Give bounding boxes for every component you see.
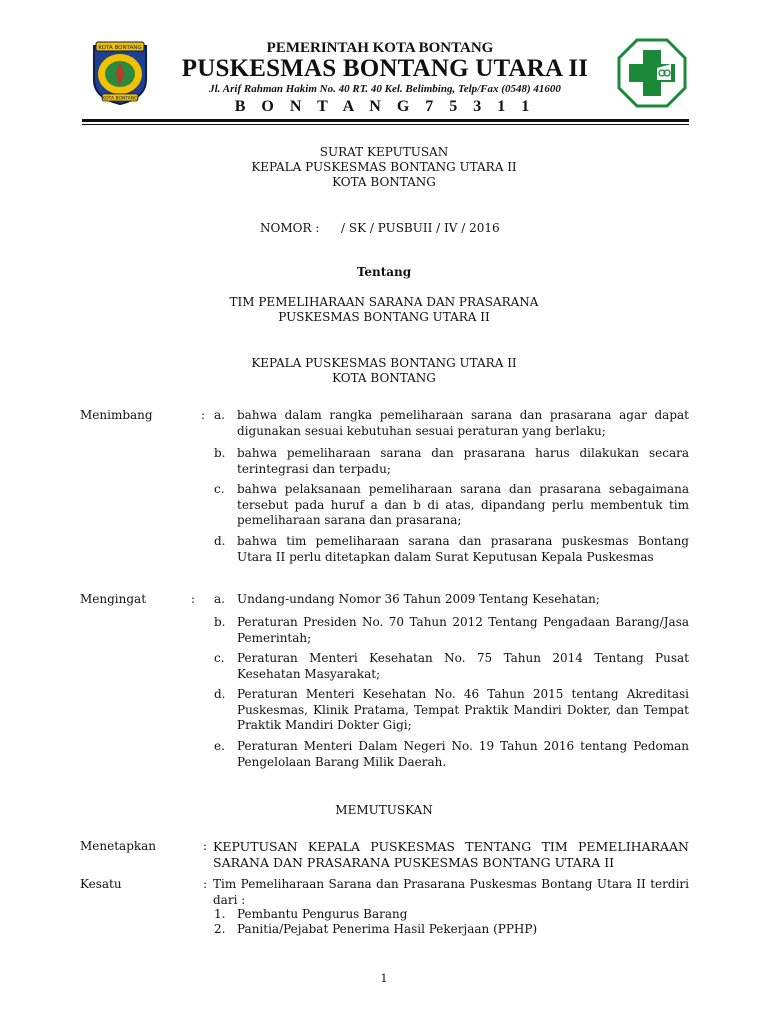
header-address: Jl. Arif Rahman Hakim No. 40 RT. 40 Kel. Belimbing, Telp/Fax (0548) 41600 — [209, 83, 561, 95]
nomor-label: NOMOR : — [260, 221, 320, 235]
title-line-3: KOTA BONTANG — [332, 175, 436, 189]
header-rule-thin — [82, 124, 689, 125]
authority-line-2: KOTA BONTANG — [332, 371, 436, 385]
authority-line-1: KEPALA PUSKESMAS BONTANG UTARA II — [251, 356, 517, 370]
kesatu-colon: : — [203, 877, 208, 891]
menetapkan-colon: : — [203, 839, 208, 853]
kesatu-item-2: Panitia/Pejabat Penerima Hasil Pekerjaan (PPHP) — [237, 922, 538, 936]
menimbang-marker-d: d. — [214, 534, 226, 548]
mengingat-colon: : — [191, 592, 196, 606]
tentang-heading: Tentang — [356, 265, 412, 279]
mengingat-marker-e: e. — [214, 739, 225, 753]
menimbang-marker-c: c. — [214, 482, 225, 496]
puskesmas-cross-logo — [617, 38, 687, 108]
memutuskan-heading: MEMUTUSKAN — [335, 803, 433, 817]
kesatu-marker-2: 2. — [214, 922, 226, 936]
menimbang-marker-b: b. — [214, 446, 226, 460]
nomor-value: / SK / PUSBUII / IV / 2016 — [341, 221, 500, 235]
mengingat-item-e: Peraturan Menteri Dalam Negeri No. 19 Tahun 2016 tentang Pedoman Pengelolaan Barang Milik Daerah. — [237, 739, 689, 769]
mengingat-item-a: Undang-undang Nomor 36 Tahun 2009 Tentang Kesehatan; — [237, 592, 600, 606]
mengingat-item-d: Peraturan Menteri Kesehatan No. 46 Tahun 2015 tentang Akreditasi Puskesmas, Klinik Pratama, Tempat Praktik Mandiri Dokter, dan Tempat Praktik Mandiri Dokter Gigi; — [237, 687, 689, 732]
title-line-1: SURAT KEPUTUSAN — [319, 145, 449, 159]
menetapkan-text: KEPUTUSAN KEPALA PUSKESMAS TENTANG TIM PEMELIHARAAN SARANA DAN PRASARANA PUSKESMAS BONTANG UTARA II — [213, 839, 689, 870]
mengingat-item-b: Peraturan Presiden No. 70 Tahun 2012 Tentang Pengadaan Barang/Jasa Pemerintah; — [237, 615, 689, 645]
kesatu-text: Tim Pemeliharaan Sarana dan Prasarana Puskesmas Bontang Utara II terdiri dari : — [213, 877, 689, 907]
subject-line-1: TIM PEMELIHARAAN SARANA DAN PRASARANA — [229, 295, 539, 309]
kesatu-label: Kesatu — [80, 877, 122, 891]
header-institution: PUSKESMAS BONTANG UTARA II — [181, 55, 589, 82]
menimbang-item-a: bahwa dalam rangka pemeliharaan sarana dan prasarana agar dapat digunakan sesuai kebutuhan sesuai peraturan yang berlaku; — [237, 408, 689, 438]
mengingat-label: Mengingat — [80, 592, 147, 606]
kesatu-item-1: Pembantu Pengurus Barang — [237, 907, 408, 921]
logo-top-text: KOTA BONTANG — [98, 45, 142, 51]
menimbang-colon: : — [201, 408, 206, 422]
menimbang-item-d: bahwa tim pemeliharaan sarana dan prasarana puskesmas Bontang Utara II perlu ditetapkan dalam Surat Keputusan Kepala Puskesmas — [237, 534, 689, 564]
header-government: PEMERINTAH KOTA BONTANG — [266, 40, 494, 56]
mengingat-item-c: Peraturan Menteri Kesehatan No. 75 Tahun 2014 Tentang Pusat Kesehatan Masyarakat; — [237, 651, 689, 681]
kesatu-marker-1: 1. — [214, 907, 226, 921]
mengingat-marker-a: a. — [214, 592, 225, 606]
logo-bottom-text: KOTA BONTANG — [102, 96, 138, 102]
menimbang-item-c: bahwa pelaksanaan pemeliharaan sarana dan prasarana sebagaimana tersebut pada huruf a dan b di atas, dipandang perlu membentuk tim pemeliharaan sarana dan prasarana; — [237, 482, 689, 527]
city-emblem-logo — [88, 40, 152, 106]
menimbang-marker-a: a. — [214, 408, 225, 422]
title-line-2: KEPALA PUSKESMAS BONTANG UTARA II — [251, 160, 517, 174]
header-rule-thick — [82, 119, 689, 122]
header-city: B O N T A N G 7 5 3 1 1 — [234, 98, 536, 115]
menetapkan-label: Menetapkan — [80, 839, 157, 853]
menimbang-label: Menimbang — [80, 408, 153, 422]
subject-line-2: PUSKESMAS BONTANG UTARA II — [278, 310, 490, 324]
mengingat-marker-b: b. — [214, 615, 226, 629]
menimbang-item-b: bahwa pemeliharaan sarana dan prasarana harus dilakukan secara terintegrasi dan terpadu; — [237, 446, 689, 476]
mengingat-marker-d: d. — [214, 687, 226, 701]
mengingat-marker-c: c. — [214, 651, 225, 665]
page-number: 1 — [380, 972, 388, 985]
